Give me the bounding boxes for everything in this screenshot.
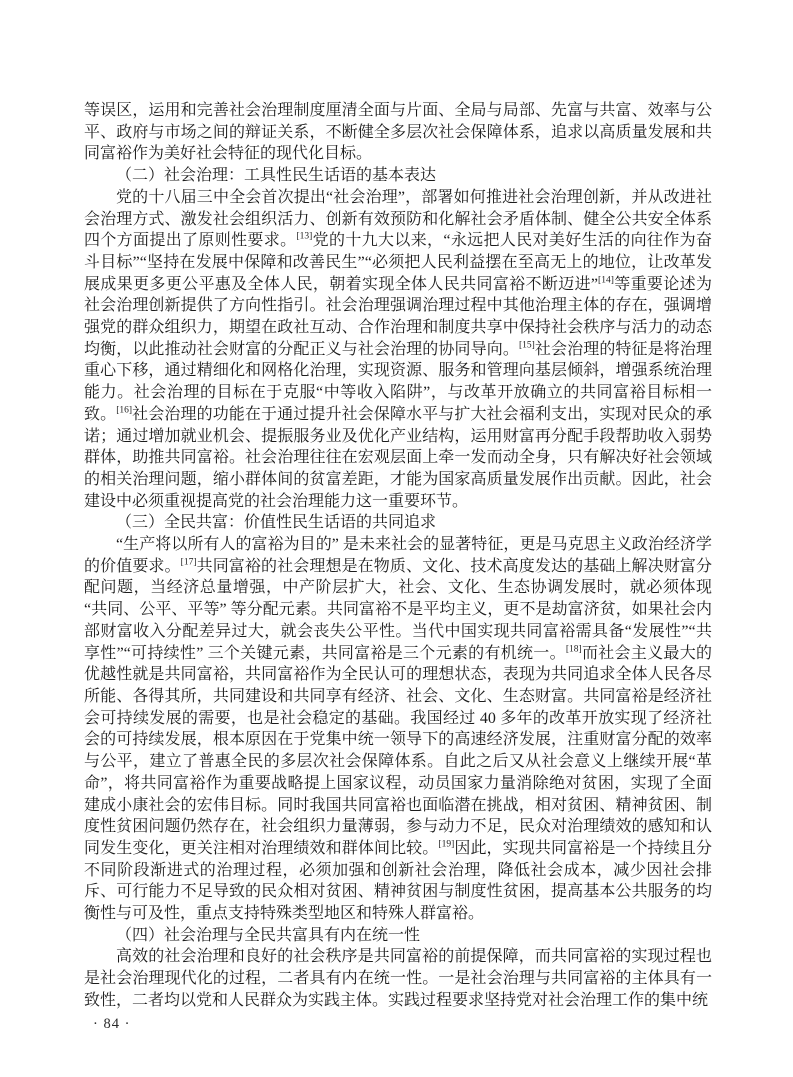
content xyxy=(84,100,712,1012)
footnote-reference: [17] xyxy=(180,557,197,568)
section-heading: （四）社会治理与全民共富具有内在统一性 xyxy=(116,926,421,944)
footnote-reference: [15] xyxy=(518,340,535,351)
footnote-reference: [14] xyxy=(598,275,614,286)
footnote-reference: [18] xyxy=(565,644,582,655)
section-heading: （二）社会治理：工具性民生话语的基本表达 xyxy=(116,167,437,185)
footnote-reference: [16] xyxy=(116,405,133,416)
footnote-reference: [19] xyxy=(438,839,455,850)
paragraph: 高效的社会治理和良好的社会秩序是共同富裕的前提保障，而共同富裕的实现过程也是社会治理现代化的过程，二者具有内在统一性。一是社会治理与共同富裕的主体具有一致性，二者均以党和人民群众为实践主体。实践过程要求坚持党对社会治理工作的集中统 xyxy=(84,948,712,1009)
paragraph: 等误区，运用和完善社会治理制度厘清全面与片面、全局与局部、先富与共富、效率与公平、政府与市场之间的辩证关系，不断健全多层次社会保障体系，追求以高质量发展和共同富裕作为美好社会特征的现代化目标。 xyxy=(84,102,712,163)
footnote-reference: [13] xyxy=(296,231,313,242)
paragraph: “生产将以所有人的富裕为目的” 是未来社会的显著特征，更是马克思主义政治经济学的价值要求。[17]共同富裕的社会理想是在物质、文化、技术高度发达的基础上解决财富分配问题，当经济总量增强，中产阶层扩大，社会、文化、生态协调发展时，就必须体现“共同、公平、平等” 等分配元素。共同富裕不是平均主义，更不是劫富济贫，如果社会内部财富收入分配差异过大，就会丧失公平性。当代中国实现共同富裕需具备“发展性”“共享性”“可持续性” 三个关键元素，共同富裕是三个元素的有机统一。[18]而社会主义最大的优越性就是共同富裕，共同富裕作为全民认可的理想状态，表现为共同追求全体人民各尽所能、各得其所，共同建设和共同享有经济、社会、文化、生态财富。共同富裕是经济社会可持续发展的需要，也是社会稳定的基础。我国经过 40 多年的改革开放实现了经济社会的可持续发展，根本原因在于党集中统一领导下的高速经济发展，注重财富分配的效率与公平，建立了普惠全民的多层次社会保障体系。自此之后又从社会意义上继续开展“革命”，将共同富裕作为重要战略提上国家议程，动员国家力量消除绝对贫困，实现了全面建成小康社会的宏伟目标。同时我国共同富裕也面临潜在挑战，相对贫困、精神贫困、制度性贫困问题仍然存在，社会组织力量薄弱，参与动力不足，民众对治理绩效的感知和认同发生变化，更关注相对治理绩效和群体间比较。[19]因此，实现共同富裕是一个持续且分不同阶段渐进式的治理过程，必须加强和创新社会治理，降低社会成本，减少因社会排斥、可行能力不足导致的民众相对贫困、精神贫困与制度性贫困，提高基本公共服务的均衡性与可及性，重点支持特殊类型地区和特殊人群富裕。 xyxy=(84,536,712,923)
section-heading: （三）全民共富：价值性民生话语的共同追求 xyxy=(116,514,437,532)
page-number: · 84 · xyxy=(93,1016,131,1032)
paragraph: 党的十八届三中全会首次提出“社会治理”，部署如何推进社会治理创新，并从改进社会治理方式、激发社会组织活力、创新有效预防和化解社会矛盾体制、健全公共安全体系四个方面提出了原则性要求。[13]党的十九大以来，“永远把人民对美好生活的向往作为奋斗目标”“坚持在发展中保障和改善民生”“必须把人民利益摆在至高无上的地位，让改革发展成果更多更公平惠及全体人民，朝着实现全体人民共同富裕不断迈进”[14]等重要论述为社会治理创新提供了方向性指引。社会治理强调治理过程中其他治理主体的存在，强调增强党的群众组织力，期望在政社互动、合作治理和制度共享中保持社会秩序与活力的动态均衡，以此推动社会财富的分配正义与社会治理的协同导向。[15]社会治理的特征是将治理重心下移，通过精细化和网格化治理，实现资源、服务和管理向基层倾斜，增强系统治理能力。社会治理的目标在于克服“中等收入陷阱”，与改革开放确立的共同富裕目标相一致。[16]社会治理的功能在于通过提升社会保障水平与扩大社会福利支出，实现对民众的承诺；通过增加就业机会、提振服务业及优化产业结构，运用财富再分配手段帮助收入弱势群体，助推共同富裕。社会治理往往在宏观层面上牵一发而动全身，只有解决好社会领域的相关治理问题，缩小群体间的贫富差距，才能为国家高质量发展作出贡献。因此，社会建设中必须重视提高党的社会治理能力这一重要环节。 xyxy=(84,188,712,510)
